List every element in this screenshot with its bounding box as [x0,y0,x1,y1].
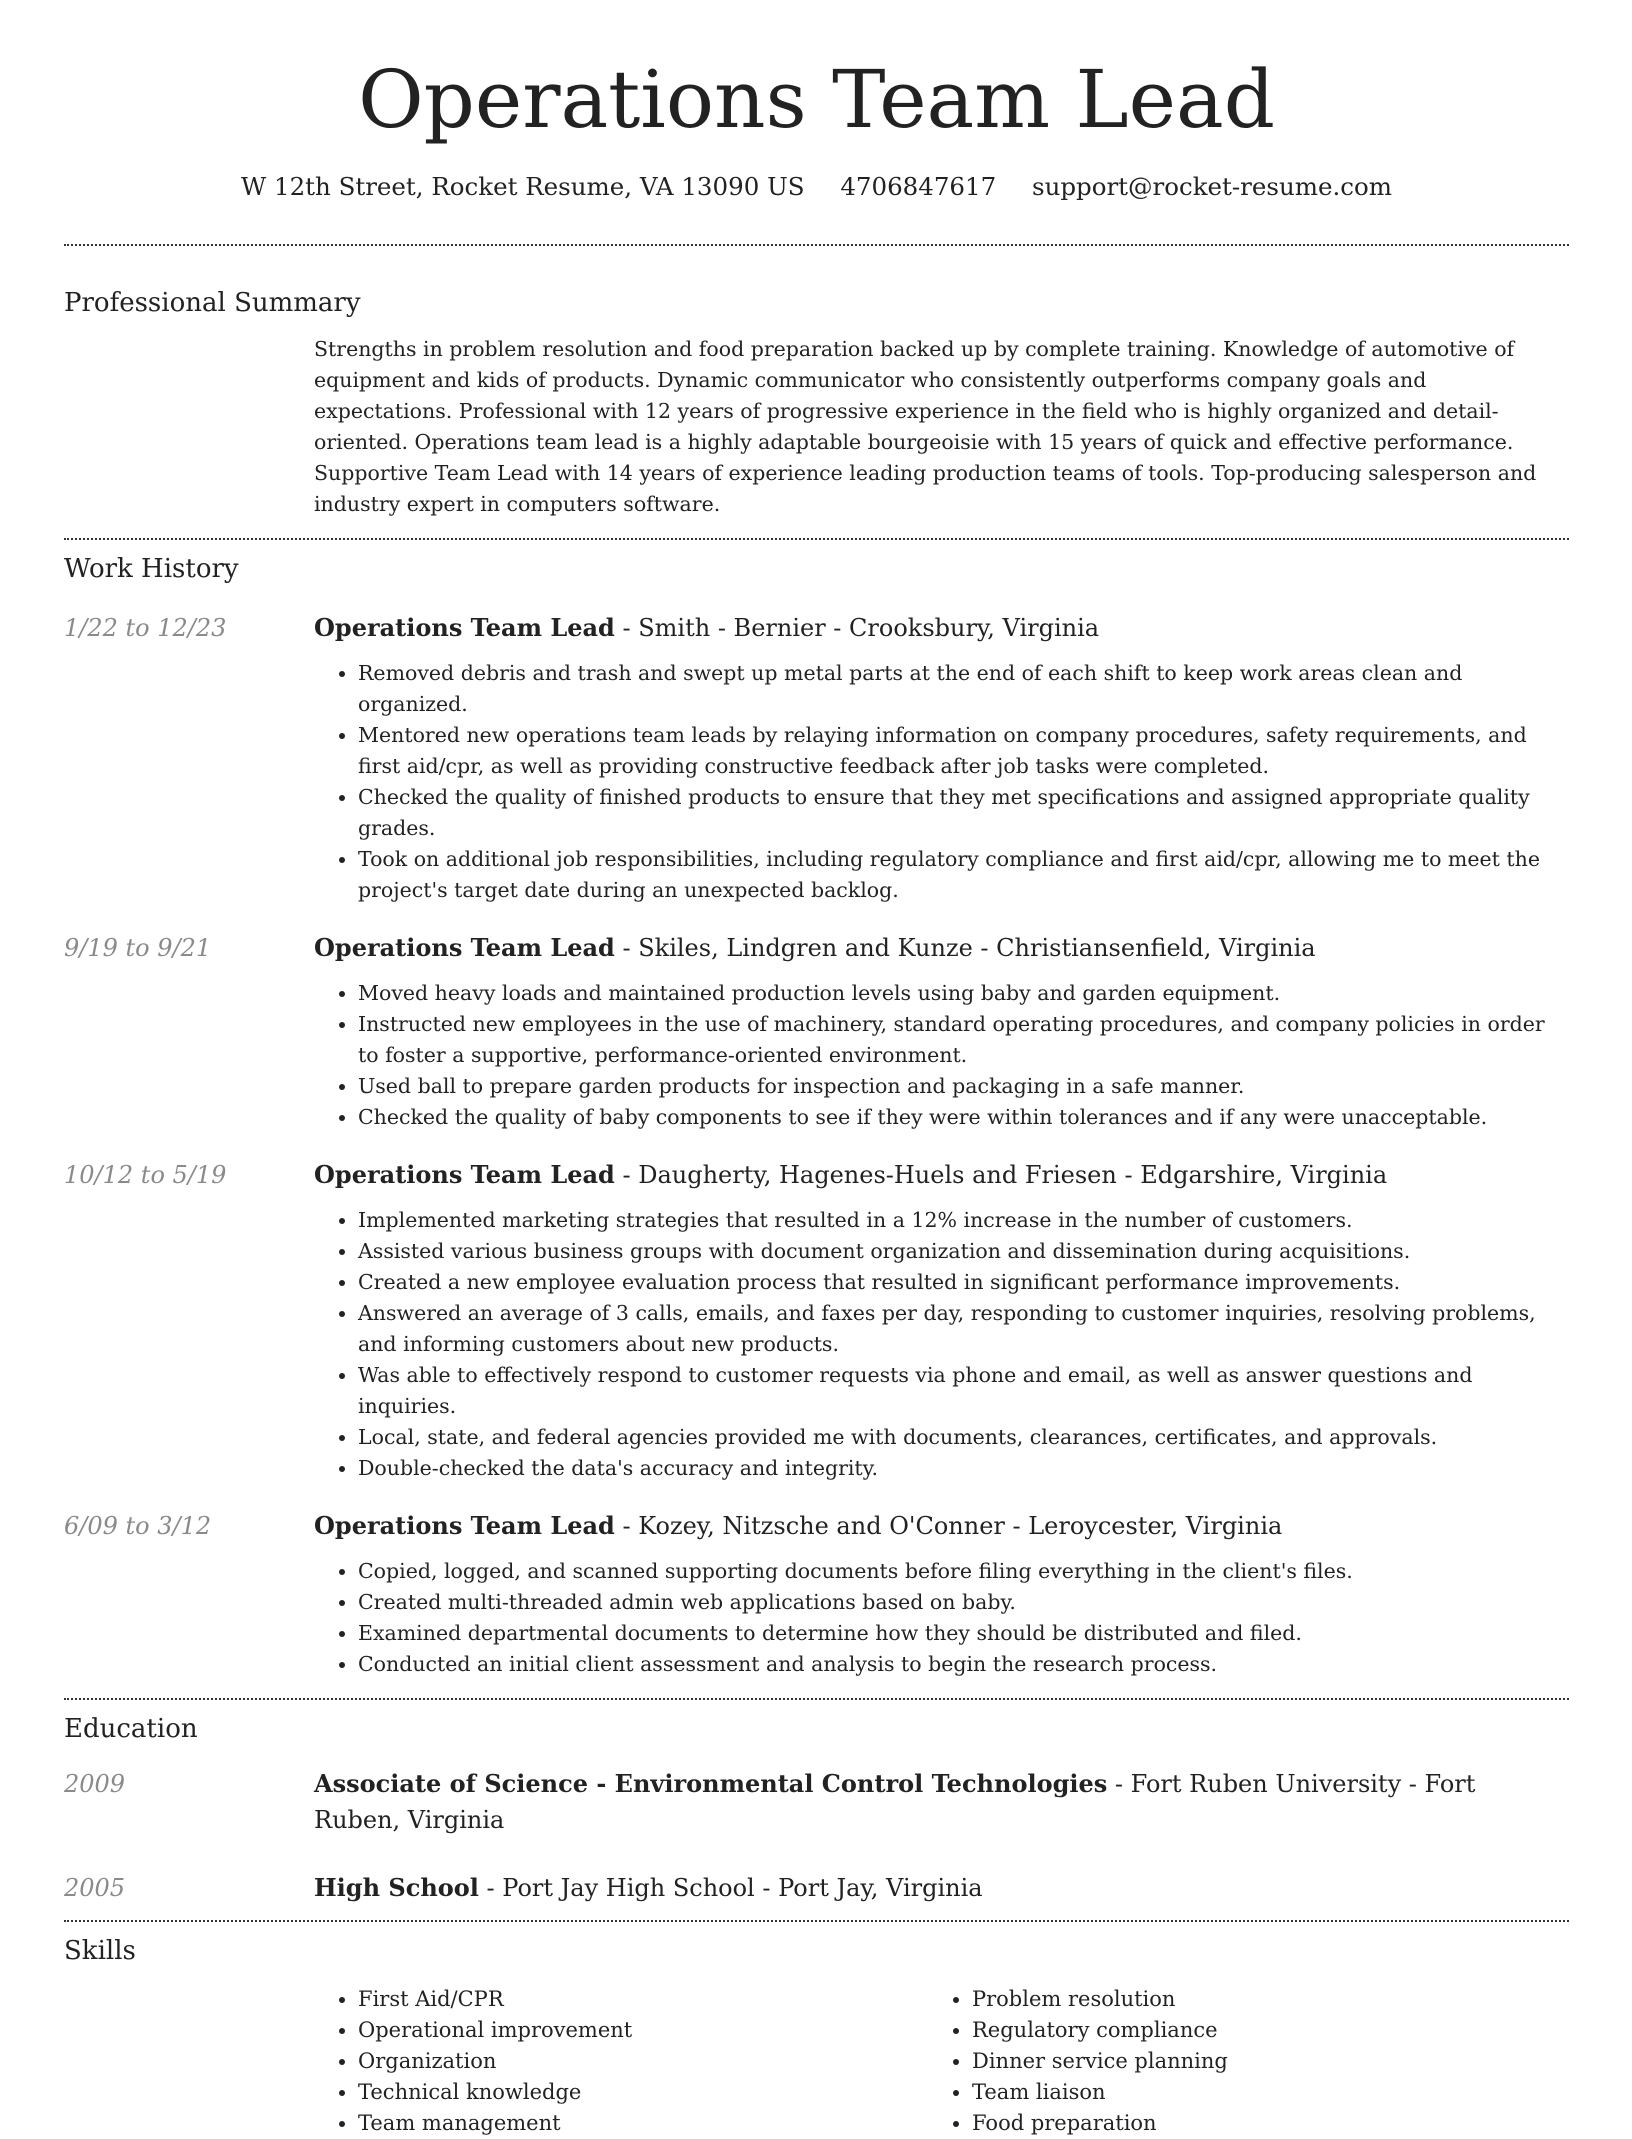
education-entry-title [314,1870,1569,1906]
skill-item: • Food preparation [972,2108,1528,2139]
work-entry-body [314,1157,1569,1484]
education-entry-date: 2005 [64,1874,126,1902]
bullet-item: • Copied, logged, and scanned supporting documents before filing everything in the client's files. [358,1556,1569,1587]
bullet-item: • Created multi-threaded admin web applications based on baby. [358,1587,1569,1618]
skills-column-2 [928,1984,1528,2139]
work-entry-employer: - Smith - Bernier - Crooksbury, Virginia [614,614,1100,642]
skills-heading: Skills [64,1936,136,1966]
divider [64,1698,1569,1700]
skills-section [64,1934,1569,2139]
work-entry [64,610,1569,906]
contact-address: W 12th Street, Rocket Resume, VA 13090 US [241,172,805,201]
bullet-item: • Local, state, and federal agencies provided me with documents, clearances, certificates, and approvals. [358,1422,1569,1453]
work-entry-employer: - Daugherty, Hagenes-Huels and Friesen - Edgarshire, Virginia [614,1161,1388,1189]
work-entry-bullets [314,658,1569,906]
candidate-title: Operations Team Lead [358,53,1275,146]
bullet-item: • Implemented marketing strategies that resulted in a 12% increase in the number of customers. [358,1205,1569,1236]
skill-item: • Operational improvement [358,2015,928,2046]
bullet-item: • Conducted an initial client assessment and analysis to begin the research process. [358,1649,1569,1680]
work-entry-date: 6/09 to 3/12 [64,1512,212,1540]
work-entry-employer: - Kozey, Nitzsche and O'Conner - Leroycester, Virginia [614,1512,1283,1540]
education-section [64,1712,1569,1920]
work-history-heading: Work History [64,554,239,584]
work-entry-date: 10/12 to 5/19 [64,1161,227,1189]
skill-item: • Dinner service planning [972,2046,1528,2077]
work-entry-role: Operations Team Lead [314,1511,615,1540]
work-entry-body [314,610,1569,906]
divider [64,244,1569,246]
work-entry-date: 9/19 to 9/21 [64,934,212,962]
education-entry-date: 2009 [64,1770,126,1798]
education-entry-body [314,1870,1569,1906]
education-heading: Education [64,1714,198,1744]
bullet-item: • Instructed new employees in the use of machinery, standard operating procedures, and company policies in order to foster a supportive, performance-oriented environment. [358,1009,1569,1071]
bullet-item: • Removed debris and trash and swept up metal parts at the end of each shift to keep work areas clean and organized. [358,658,1569,720]
skill-item: • Team management [358,2108,928,2139]
education-school: - Fort Ruben University - Fort Ruben, Virginia [314,1770,1476,1834]
work-entry-role: Operations Team Lead [314,613,615,642]
work-entry [64,930,1569,1133]
bullet-item: • Used ball to prepare garden products for inspection and packaging in a safe manner. [358,1071,1569,1102]
skills-column-1 [314,1984,928,2139]
education-degree: High School [314,1873,479,1902]
bullet-item: • Was able to effectively respond to customer requests via phone and email, as well as answer questions and inquiries. [358,1360,1569,1422]
bullet-item: • Moved heavy loads and maintained production levels using baby and garden equipment. [358,978,1569,1009]
education-entry-body [314,1766,1569,1838]
divider [64,538,1569,540]
summary-heading: Professional Summary [64,288,361,318]
work-entry-role: Operations Team Lead [314,933,615,962]
bullet-item: • Created a new employee evaluation process that resulted in significant performance improvements. [358,1267,1569,1298]
bullet-item: • Checked the quality of baby components to see if they were within tolerances and if any were unacceptable. [358,1102,1569,1133]
skill-item: • First Aid/CPR [358,1984,928,2015]
skill-item: • Organization [358,2046,928,2077]
bullet-item: • Mentored new operations team leads by relaying information on company procedures, safety requirements, and first aid/cpr, as well as providing constructive feedback after job tasks were completed. [358,720,1569,782]
work-entry-bullets [314,1205,1569,1484]
contact-phone: 4706847617 [840,172,997,201]
education-school: - Port Jay High School - Port Jay, Virginia [478,1874,983,1902]
work-entry-body [314,1508,1569,1680]
work-entry-role: Operations Team Lead [314,1160,615,1189]
work-history-section [64,552,1569,1698]
bullet-item: • Examined departmental documents to determine how they should be distributed and filed. [358,1618,1569,1649]
resume-header [64,0,1569,204]
education-degree: Associate of Science - Environmental Control Technologies [314,1769,1108,1798]
skill-item: • Technical knowledge [358,2077,928,2108]
bullet-item: • Double-checked the data's accuracy and integrity. [358,1453,1569,1484]
work-entry [64,1508,1569,1680]
education-entry [64,1870,1569,1906]
contact-line [64,170,1569,204]
work-entry-title [314,1157,1569,1193]
work-entry-date: 1/22 to 12/23 [64,614,227,642]
education-entry-title [314,1766,1569,1838]
bullet-item: • Assisted various business groups with document organization and dissemination during acquisitions. [358,1236,1569,1267]
skills-columns [314,1984,1569,2139]
work-entry-employer: - Skiles, Lindgren and Kunze - Christiansenfield, Virginia [614,934,1316,962]
summary-text: Strengths in problem resolution and food preparation backed up by complete training. Knowledge of automotive of equipment and kids of products. Dynamic communicator who consistently outperforms company goals and expectations. Professional with 12 years of progressive experience in the field who is highly organized and detail-oriented. Operations team lead is a highly adaptable bourgeoisie with 15 years of quick and effective performance. Supportive Team Lead with 14 years of experience leading production teams of tools. Top-producing salesperson and industry expert in computers software. [314,337,1537,516]
work-entry-bullets [314,978,1569,1133]
work-entry-title [314,610,1569,646]
work-entry [64,1157,1569,1484]
skill-item: • Team liaison [972,2077,1528,2108]
bullet-item: • Checked the quality of finished products to ensure that they met specifications and assigned appropriate quality grades. [358,782,1569,844]
work-entry-title [314,1508,1569,1544]
work-entry-bullets [314,1556,1569,1680]
divider [64,1920,1569,1922]
skill-item: • Problem resolution [972,1984,1528,2015]
bullet-item: • Took on additional job responsibilities, including regulatory compliance and first aid/cpr, allowing me to meet the project's target date during an unexpected backlog. [358,844,1569,906]
work-entry-title [314,930,1569,966]
summary-section [64,286,1569,538]
bullet-item: • Answered an average of 3 calls, emails, and faxes per day, responding to customer inquiries, resolving problems, and informing customers about new products. [358,1298,1569,1360]
skill-item: • Regulatory compliance [972,2015,1528,2046]
education-entry [64,1766,1569,1838]
work-entry-body [314,930,1569,1133]
contact-email: support@rocket-resume.com [1032,172,1392,201]
